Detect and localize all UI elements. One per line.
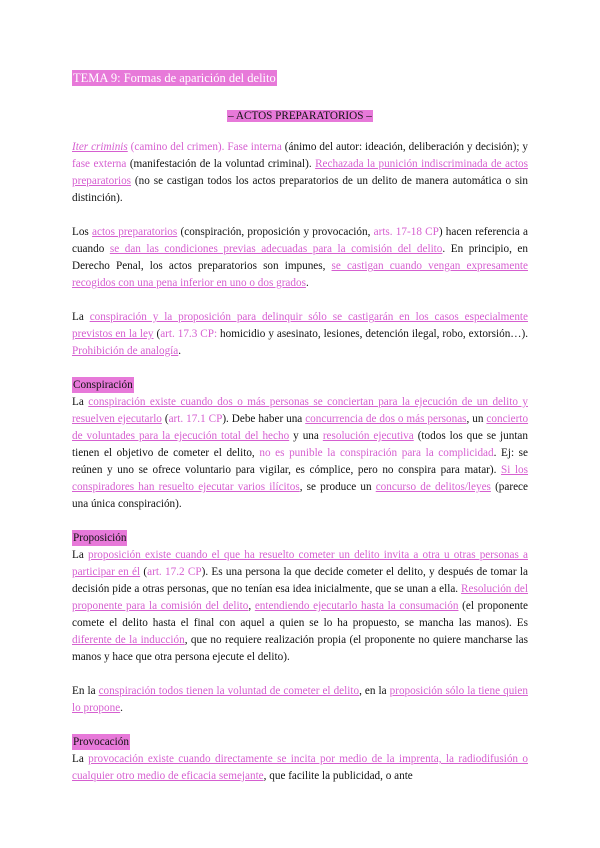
ref-art-17-1: art. 17.1 CP	[168, 413, 223, 425]
highlight-se-castigan: se castigan cuando vengan expresamente recogidos con una pena inferior en uno o dos grados	[72, 260, 528, 289]
text: .	[305, 277, 309, 289]
ref-arts: arts. 17-18 CP	[373, 226, 439, 238]
ref-art-17-2: art. 17.2 CP	[147, 566, 202, 578]
highlight-resolucion-ejecutiva: resolución ejecutiva	[322, 430, 414, 442]
document-title: TEMA 9: Formas de aparición del delito	[73, 71, 276, 85]
highlight-casos-previstos: conspiración y la proposición para delinquir sólo se castigarán en los casos especialmente previstos en la ley	[72, 311, 528, 340]
text: , que no requiere realización propia (el proponente no quiere mancharse las manos y hace que otra persona ejecute el delito).	[72, 634, 528, 663]
paragraph-comparacion	[72, 683, 528, 717]
section-heading-row	[72, 108, 528, 125]
text: ). Debe haber una	[222, 413, 306, 425]
text: La	[72, 311, 90, 323]
term-actos-preparatorios: actos preparatorios	[92, 226, 178, 238]
heading-conspiracion: Conspiración	[73, 379, 133, 391]
text: Los	[72, 226, 93, 238]
highlight-no-punible: no es punible la conspiración para la complicidad	[259, 447, 494, 459]
text: .	[178, 345, 182, 357]
text: , que facilite la publicidad, o ante	[263, 770, 413, 782]
heading-provocacion-row	[72, 734, 528, 751]
paragraph-actos-preparatorios	[72, 224, 528, 292]
text: (todos los que se juntan tienen el objetivo de cometer el delito,	[72, 430, 528, 459]
text: . En principio, en Derecho Penal, los actos preparatorios son impunes,	[72, 243, 528, 272]
text: La	[72, 549, 88, 561]
paragraph-conspiracion	[72, 394, 528, 513]
text: . Ej: se reúnen y uno se ofrece voluntario para vigilar, es cómplice, pero no conspira para matar).	[72, 447, 528, 476]
highlight-varios-ilicitos: Si los conspiradores han resuelto ejecutar varios ilícitos	[72, 464, 529, 493]
paragraph-iter-criminis	[72, 139, 528, 207]
text-fase-interna: (camino del crimen). Fase interna	[127, 141, 282, 153]
paragraph-provocacion	[72, 751, 528, 785]
text: En la	[72, 685, 99, 697]
highlight-condiciones: se dan las condiciones previas adecuadas para la comisión del delito	[109, 243, 443, 255]
text: (	[140, 566, 148, 578]
ref-art-17-3: art. 17.3 CP:	[160, 328, 218, 340]
highlight-hasta-consumacion: entendiendo ejecutarlo hasta la consumación	[254, 600, 459, 612]
text: y una	[289, 430, 323, 442]
text: .	[120, 702, 123, 714]
highlight-resolucion-proponente: Resolución del proponente para la comisión del delito	[72, 583, 528, 612]
text: (	[153, 328, 161, 340]
text: ) hacen referencia a cuando	[72, 226, 529, 255]
heading-proposicion: Proposición	[73, 532, 127, 544]
paragraph-proposicion	[72, 547, 528, 666]
text: (no se castigan todos los actos preparatorios de un delito de manera automática o sin distinción).	[72, 175, 528, 204]
term-iter-criminis: Iter criminis	[72, 141, 128, 153]
text: (	[161, 413, 169, 425]
text: , en la	[359, 685, 390, 697]
text: La	[72, 396, 89, 408]
text: La	[72, 753, 89, 765]
highlight-concurrencia: concurrencia de dos o más personas	[305, 413, 467, 425]
highlight-definicion-provocacion: provocación existe cuando directamente se incita por medio de la imprenta, la radiodifusión o cualquier otro medio de eficacia semejante	[72, 753, 528, 782]
document-page	[72, 70, 528, 785]
text: , se produce un	[299, 481, 376, 493]
highlight-concierto: concierto de voluntades para la ejecución total del hecho	[72, 413, 529, 442]
text: (el proponente comete el delito hasta el final con aquel a quien se lo ha propuesto, se mancha las manos). Es	[72, 600, 528, 629]
paragraph-conspiracion-proposicion	[72, 309, 528, 360]
text: ). Es una persona la que decide cometer el delito, y después de tomar la decisión pide a otras personas, que no tenían esa idea inicialmente, que se unan a ella.	[72, 566, 528, 595]
text: (parece una única conspiración).	[72, 481, 528, 510]
highlight-proposicion-voluntad: proposición sólo la tiene quien lo propone	[72, 685, 528, 714]
highlight-definicion-conspiracion: conspiración existe cuando dos o más personas se conciertan para la ejecución de un delito y resuelven ejecutarlo	[72, 396, 528, 425]
term-fase-externa: fase externa	[72, 158, 127, 170]
section-heading: – ACTOS PREPARATORIOS –	[228, 110, 372, 122]
heading-conspiracion-row	[72, 377, 528, 394]
highlight-definicion-proposicion: proposición existe cuando el que ha resuelto cometer un delito invita a otra u otras personas a participar en él	[72, 549, 528, 578]
text: , un	[466, 413, 487, 425]
text: (conspiración, proposición y provocación,	[177, 226, 374, 238]
highlight-diferente-induccion: diferente de la inducción	[72, 634, 185, 646]
heading-provocacion: Provocación	[73, 736, 129, 748]
text: (manifestación de la voluntad criminal).	[126, 158, 316, 170]
document-title-row	[72, 70, 528, 88]
highlight-prohibicion-analogia: Prohibición de analogía	[72, 345, 179, 357]
text: (ánimo del autor: ideación, deliberación y decisión); y	[281, 141, 528, 153]
highlight-rechazada: Rechazada la punición indiscriminada de actos preparatorios	[72, 158, 529, 187]
heading-proposicion-row	[72, 530, 528, 547]
text: homicidio y asesinato, lesiones, detención ilegal, robo, extorsión…).	[217, 328, 528, 340]
text: ,	[248, 600, 255, 612]
highlight-concurso: concurso de delitos/leyes	[375, 481, 491, 493]
highlight-conspiracion-voluntad: conspiración todos tienen la voluntad de cometer el delito	[98, 685, 360, 697]
